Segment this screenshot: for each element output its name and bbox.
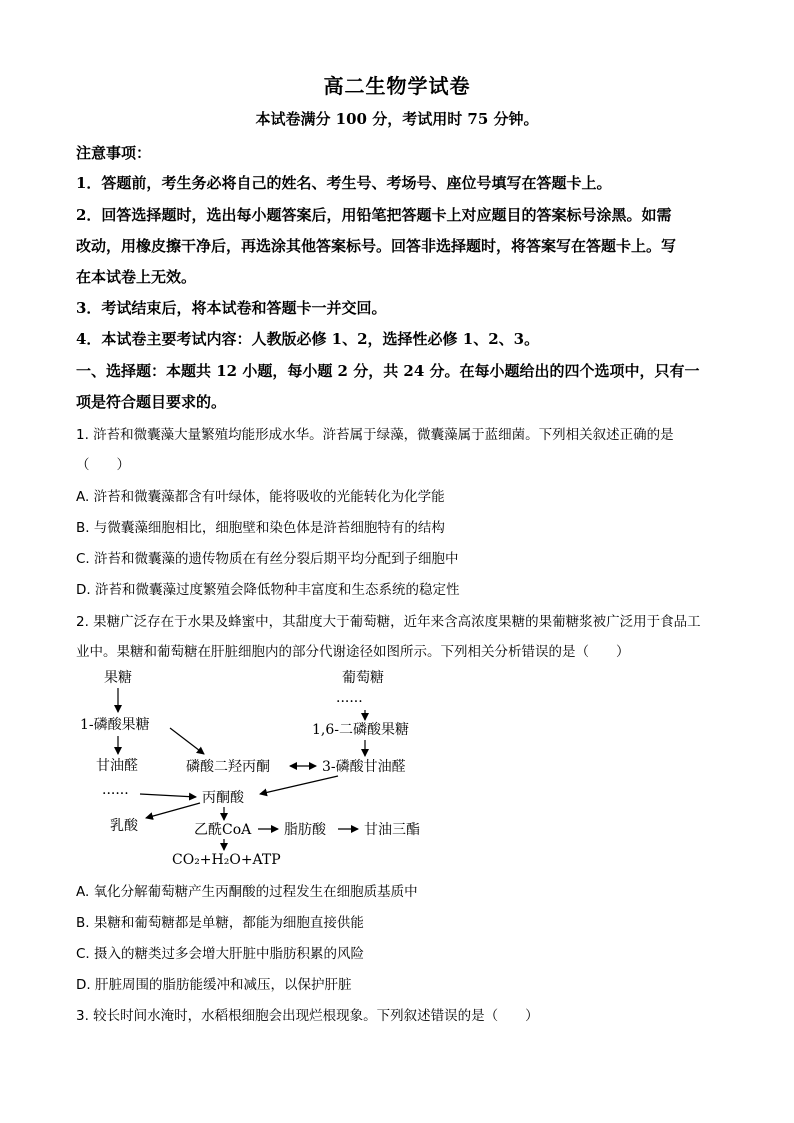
q1-option-b: B. 与微囊藻细胞相比，细胞壁和染色体是浒苔细胞特有的结构 <box>76 520 445 536</box>
q1-option-c: C. 浒苔和微囊藻的遗传物质在有丝分裂后期平均分配到子细胞中 <box>76 551 459 567</box>
node-fructose-1-6-bisphosphate: 1,6-二磷酸果糖 <box>312 722 409 738</box>
node-products: CO₂+H₂O+ATP <box>172 852 281 868</box>
q2-stem-line-2: 业中。果糖和葡萄糖在肝脏细胞内的部分代谢途径如图所示。下列相关分析错误的是（ ） <box>76 644 630 660</box>
dots-left: ······ <box>102 786 129 802</box>
notice-item-2-line-2: 改动，用橡皮擦干净后，再选涂其他答案标号。回答非选择题时，将答案写在答题卡上。写 <box>76 237 677 255</box>
notice-item-1: 1．答题前，考生务必将自己的姓名、考生号、考场号、座位号填写在答题卡上。 <box>76 174 612 192</box>
notice-item-2-line-1: 2．回答选择题时，选出每小题答案后，用铅笔把答题卡上对应题目的答案标号涂黑。如需 <box>76 206 672 224</box>
metabolic-pathway-diagram <box>76 664 456 874</box>
exam-subtitle: 本试卷满分 100 分，考试用时 75 分钟。 <box>255 110 539 128</box>
q2-option-c: C. 摄入的糖类过多会增大肝脏中脂肪积累的风险 <box>76 946 365 962</box>
arrow-pyruvate-to-lactate <box>146 803 200 818</box>
notice-item-3: 3．考试结束后，将本试卷和答题卡一并交回。 <box>76 299 387 317</box>
node-lactate: 乳酸 <box>110 818 138 834</box>
q1-stem-line-2: （ ） <box>76 457 130 473</box>
q2-option-b: B. 果糖和葡萄糖都是单糖，都能为细胞直接供能 <box>76 915 364 931</box>
node-glyceraldehyde: 甘油醛 <box>96 758 138 774</box>
arrow-g3p-to-pyruvate <box>260 776 338 794</box>
node-fatty-acid: 脂肪酸 <box>284 822 326 838</box>
node-g3p: 3-磷酸甘油醛 <box>322 759 406 775</box>
arrow-dots-to-pyruvate <box>140 794 196 797</box>
node-dhap: 磷酸二羟丙酮 <box>186 759 270 775</box>
q2-option-a: A. 氧化分解葡萄糖产生丙酮酸的过程发生在细胞质基质中 <box>76 884 418 900</box>
q3-stem-line-1: 3. 较长时间水淹时，水稻根细胞会出现烂根现象。下列叙述错误的是（ ） <box>76 1008 539 1024</box>
section-heading-line-2: 项是符合题目要求的。 <box>76 393 227 411</box>
arrow-f1p-to-dhap <box>170 728 204 754</box>
q2-stem-line-1: 2. 果糖广泛存在于水果及蜂蜜中，其甜度大于葡萄糖，近年来含高浓度果糖的果葡糖浆被广泛用于食品工 <box>76 614 701 630</box>
notice-heading: 注意事项： <box>76 144 152 162</box>
q1-option-a: A. 浒苔和微囊藻都含有叶绿体，能将吸收的光能转化为化学能 <box>76 489 445 505</box>
notice-item-2-line-3: 在本试卷上无效。 <box>76 268 197 286</box>
node-fructose-1-phosphate: 1-磷酸果糖 <box>80 717 150 733</box>
q1-stem-line-1: 1. 浒苔和微囊藻大量繁殖均能形成水华。浒苔属于绿藻，微囊藻属于蓝细菌。下列相关叙述正确的是 <box>76 427 674 443</box>
notice-item-4: 4．本试卷主要考试内容：人教版必修 1、2，选择性必修 1、2、3。 <box>76 330 540 348</box>
node-fructose: 果糖 <box>104 670 132 686</box>
page-title: 高二生物学试卷 <box>323 74 471 98</box>
node-triglyceride: 甘油三酯 <box>364 822 420 838</box>
node-acetyl-coa: 乙酰CoA <box>194 822 252 838</box>
q1-option-d: D. 浒苔和微囊藻过度繁殖会降低物种丰富度和生态系统的稳定性 <box>76 582 460 598</box>
node-glucose: 葡萄糖 <box>342 670 384 686</box>
node-pyruvate: 丙酮酸 <box>202 790 244 806</box>
q2-option-d: D. 肝脏周围的脂肪能缓冲和减压，以保护肝脏 <box>76 977 352 993</box>
dots-right: ······ <box>336 694 363 710</box>
section-heading-line-1: 一、选择题：本题共 12 小题，每小题 2 分，共 24 分。在每小题给出的四个选项中，只有一 <box>76 362 700 380</box>
